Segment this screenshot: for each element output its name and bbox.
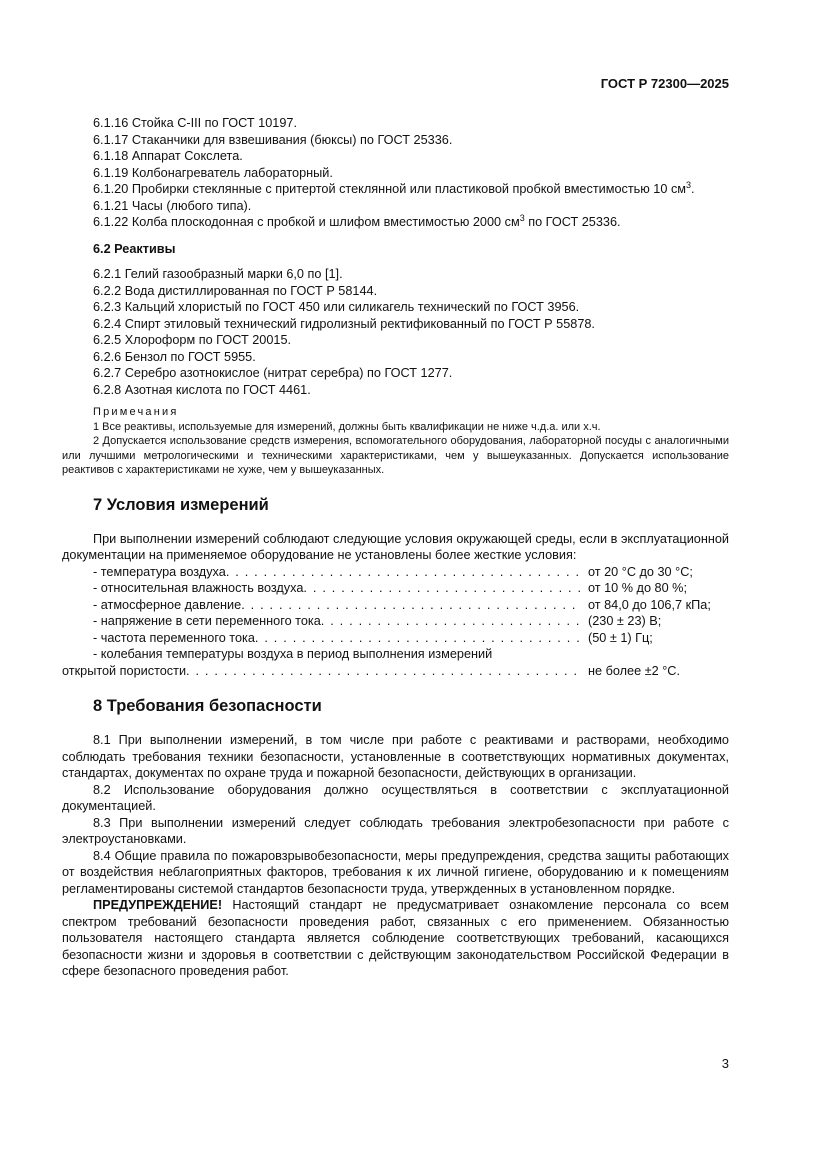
page-number: 3 [721, 1056, 729, 1071]
section-8-paragraph: 8.1 При выполнении измерений, в том числе при работе с реактивами и растворами, необходимо соблюдать требования техники безопасности, установленные в соответствующих нормативных документах, стандартах, документах по охране труда и пожарной безопасности, действующих в организации. [62, 733, 729, 780]
list-item [93, 349, 729, 366]
item-number: 6.1.21 [93, 198, 129, 213]
list-item [93, 198, 729, 215]
condition-label-line1: - колебания температуры воздуха в период выполнения измерений [93, 647, 493, 661]
list-item [93, 115, 729, 132]
condition-value: от 84,0 до 106,7 кПа; [588, 597, 711, 612]
item-text: Вода дистиллированная по ГОСТ Р 58144. [124, 283, 378, 298]
section-7-intro: При выполнении измерений соблюдают следующие условия окружающей среды, если в эксплуатационной документации на применяемое оборудование не установлены более жесткие условия: [62, 531, 729, 562]
list-item [93, 332, 729, 349]
leader-dots [241, 597, 582, 614]
section-8-paragraph: 8.3 При выполнении измерений следует соблюдать требования электробезопасности при работе с электроустановками. [62, 815, 729, 846]
item-text: Гелий газообразный марки 6,0 по [1]. [124, 267, 343, 281]
item-text: Часы (любого типа). [131, 198, 252, 213]
document-page [62, 0, 729, 1169]
condition-row [62, 613, 729, 630]
item-number: 6.1.22 [93, 215, 129, 229]
condition-row [62, 663, 729, 680]
item-number: 6.2.5 [93, 333, 122, 347]
warning-paragraph [62, 897, 729, 980]
leader-dots [226, 564, 582, 581]
item-text: Пробирки стеклянные с притертой стеклянной или пластиковой пробкой вместимостью 10 см [131, 182, 687, 196]
section-8-paragraph: 8.4 Общие правила по пожаровзрывобезопасности, меры предупреждения, средства защиты работающих от воздействия неблагоприятных факторов, требования к их личной гигиене, оборудованию и к помещениям регламентированы системой стандартов безопасности труда, утвержденных в установленном порядке. [62, 848, 729, 896]
condition-value: (230 ± 23) В; [588, 614, 662, 628]
warning-label: ПРЕДУПРЕЖДЕНИЕ! [93, 898, 223, 912]
item-number: 6.1.19 [93, 165, 129, 180]
item-number: 6.2.1 [93, 267, 122, 281]
item-text-tail: . [691, 182, 695, 196]
leader-dots [303, 580, 582, 597]
condition-label: - атмосферное давление [93, 597, 242, 612]
item-number: 6.2.8 [93, 382, 122, 397]
reagents-heading: 6.2 Реактивы [93, 241, 176, 256]
notes-heading: Примечания [93, 406, 179, 418]
section-7-title: 7 Условия измерений [93, 495, 269, 514]
list-item [93, 214, 729, 231]
item-number: 6.1.17 [93, 132, 129, 147]
condition-value: (50 ± 1) Гц; [588, 630, 653, 645]
item-number: 6.2.4 [93, 316, 122, 331]
list-item [93, 165, 729, 182]
list-item [93, 299, 729, 316]
leader-dots [255, 630, 582, 647]
item-text: Стаканчики для взвешивания (бюксы) по ГОСТ 25336. [131, 132, 453, 147]
item-text: Бензол по ГОСТ 5955. [124, 349, 256, 364]
condition-value: от 10 % до 80 %; [588, 581, 687, 595]
item-number: 6.1.18 [93, 149, 129, 163]
item-number: 6.2.2 [93, 283, 122, 298]
condition-label: - частота переменного тока [93, 630, 255, 645]
superscript: 3 [686, 180, 692, 190]
conditions-list [62, 564, 729, 680]
equipment-list [62, 115, 729, 231]
item-text: Кальций хлористый по ГОСТ 450 или силикагель технический по ГОСТ 3956. [124, 300, 580, 314]
reagents-list [62, 266, 729, 398]
item-number: 6.2.6 [93, 349, 122, 364]
item-text: Азотная кислота по ГОСТ 4461. [124, 382, 311, 397]
section-8-title: 8 Требования безопасности [93, 697, 322, 715]
condition-row [62, 630, 729, 647]
item-number: 6.2.3 [93, 300, 122, 314]
list-item [93, 365, 729, 382]
item-text-tail: по ГОСТ 25336. [524, 215, 621, 229]
list-item [93, 148, 729, 165]
condition-label: - температура воздуха [93, 564, 226, 579]
item-text: Хлороформ по ГОСТ 20015. [124, 333, 292, 347]
notes-block [62, 405, 729, 478]
document-body [62, 115, 729, 980]
leader-dots [186, 663, 582, 680]
item-text: Аппарат Сокслета. [131, 149, 243, 163]
item-text: Колбонагреватель лабораторный. [131, 165, 333, 180]
item-text: Колба плоскодонная с пробкой и шлифом вместимостью 2000 см [131, 215, 520, 229]
item-number: 6.2.7 [93, 366, 122, 380]
list-item [93, 266, 729, 283]
note-item: 2 Допускается использование средств измерения, вспомогательного оборудования, лабораторной посуды с аналогичными или лучшими метрологическими и техническими характеристиками, чем у вышеуказанных. Допускается использование реактивов с характеристиками не хуже, чем у вышеуказанных. [62, 435, 729, 476]
superscript: 3 [519, 213, 525, 223]
condition-value: не более ±2 °С. [588, 663, 680, 678]
note-item: 1 Все реактивы, используемые для измерений, должны быть квалификации не ниже ч.д.а. или х.ч. [93, 420, 601, 433]
section-8-paragraph: 8.2 Использование оборудования должно осуществляться в соответствии с эксплуатационной документацией. [62, 782, 729, 813]
list-item [93, 316, 729, 333]
document-header-id: ГОСТ Р 72300—2025 [600, 76, 729, 91]
condition-row [62, 564, 729, 581]
item-text: Стойка С-III по ГОСТ 10197. [131, 116, 297, 130]
condition-label: - относительная влажность воздуха [93, 581, 304, 595]
list-item [93, 283, 729, 300]
list-item [93, 132, 729, 149]
condition-label: открытой пористости [62, 663, 187, 678]
item-text: Спирт этиловый технический гидролизный ректификованный по ГОСТ Р 55878. [124, 316, 595, 331]
condition-row [62, 580, 729, 597]
list-item [62, 181, 729, 198]
condition-value: от 20 °С до 30 °С; [588, 564, 693, 579]
list-item [93, 382, 729, 399]
item-number: 6.1.16 [93, 116, 129, 130]
condition-label: - напряжение в сети переменного тока [93, 614, 321, 628]
condition-row [62, 597, 729, 614]
item-number: 6.1.20 [93, 182, 129, 196]
warning-text: Настоящий стандарт не предусматривает ознакомление персонала со всем спектром требований безопасности проведения работ, связанных с его применением. Обязанностью пользователя настоящего стандарта является соблюдение соответствующих требований, касающихся безопасности жизни и здоровья в соответствии с действующим законодательством Российской Федерации в сфере безопасного проведения работ. [62, 898, 729, 978]
item-text: Серебро азотнокислое (нитрат серебра) по ГОСТ 1277. [124, 366, 453, 380]
leader-dots [321, 613, 582, 630]
